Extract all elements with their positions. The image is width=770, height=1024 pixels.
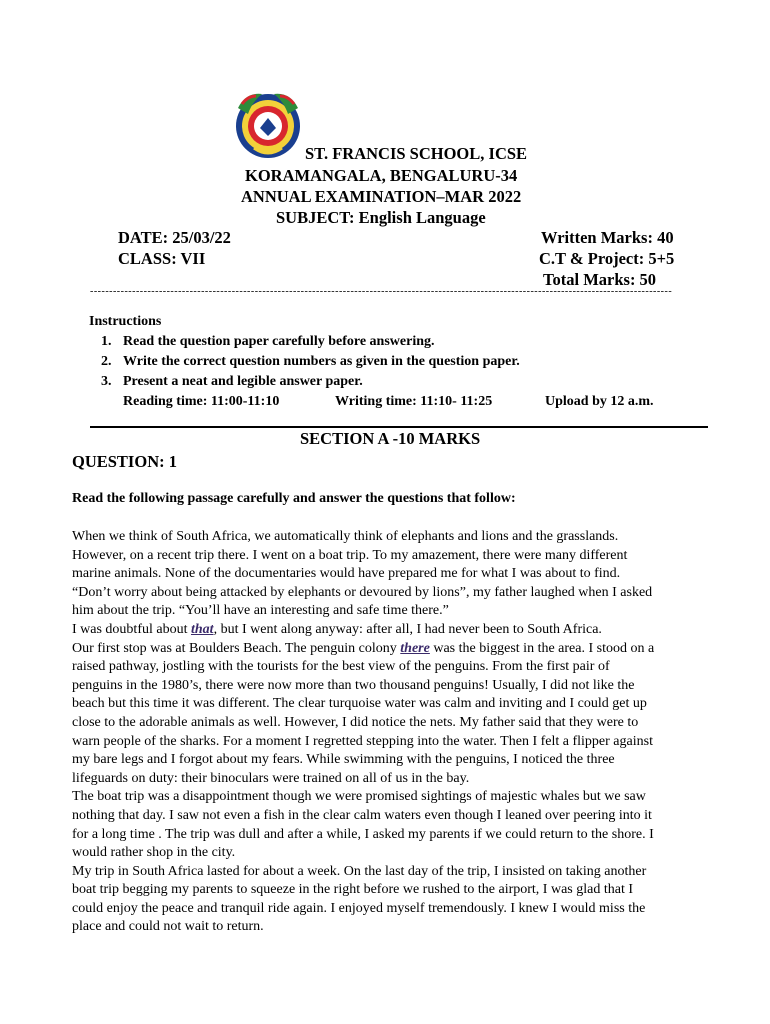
passage-line: marine animals. None of the documentaries would have prepared me for what I was about to find. xyxy=(72,566,621,582)
passage-line: beach but this time it was different. The clear turquoise water was calm and inviting and I could get up xyxy=(72,696,647,712)
passage-line: My trip in South Africa lasted for about a week. On the last day of the trip, I insisted on taking another xyxy=(72,863,647,879)
passage-line: could enjoy the peace and tranquil ride again. I enjoyed myself tremendously. I knew I would miss the xyxy=(72,900,646,916)
dashed-separator: -------------------------------------------------------------------------------------------------------------------------------------------------------- xyxy=(90,286,673,297)
passage-line: The boat trip was a disappointment though we were promised sightings of majestic whales but we saw xyxy=(72,789,646,805)
passage-line: When we think of South Africa, we automatically think of elephants and lions and the grasslands. xyxy=(72,529,619,544)
section-title: SECTION A -10 MARKS xyxy=(300,429,481,448)
school-name: ST. FRANCIS SCHOOL, ICSE xyxy=(305,144,528,163)
instructions-title: Instructions xyxy=(89,314,162,329)
project-marks: C.T & Project: 5+5 xyxy=(539,249,675,268)
passage-line: penguins in the 1980’s, there were now more than two thousand penguins! Usually, I did not like the xyxy=(72,677,635,693)
instruction-item: 2. Write the correct question numbers as given in the question paper. xyxy=(101,354,520,369)
instruction-item: 1. Read the question paper carefully before answering. xyxy=(101,334,435,349)
exam-title: ANNUAL EXAMINATION–MAR 2022 xyxy=(241,187,522,206)
class-label: CLASS: VII xyxy=(118,249,206,268)
passage-line: nothing that day. I saw not even a fish in the clear calm waters even though I leaned over peering into it xyxy=(72,807,652,823)
instruction-item: 3. Present a neat and legible answer paper. xyxy=(101,374,363,389)
emphasized-word-that: that xyxy=(190,621,214,637)
emphasized-word-there: there xyxy=(400,640,430,656)
passage-line: close to the adorable animals as well. However, I did notice the nets. My father said that they were to xyxy=(72,714,639,730)
passage-directive: Read the following passage carefully and answer the questions that follow: xyxy=(72,491,516,506)
passage-line: I was doubtful about that, but I went along anyway: after all, I had never been to South Africa. xyxy=(72,621,602,637)
reading-time: Reading time: 11:00-11:10 xyxy=(123,394,280,409)
passage-line: boat trip begging my parents to squeeze in the right before we rushed to the airport, I was glad that I xyxy=(72,882,633,898)
passage-line: raised pathway, jostling with the tourists for the best view of the penguins. From the first pair of xyxy=(72,659,610,675)
passage-line: lifeguards on duty: their binoculars were trained on all of us in the bay. xyxy=(72,770,470,786)
reading-passage xyxy=(72,528,712,937)
passage-line: my bare legs and I forgot about my fears. While swimming with the penguins, I noticed the three xyxy=(72,752,615,768)
passage-line: place and could not wait to return. xyxy=(72,919,264,935)
subject-title: SUBJECT: English Language xyxy=(276,208,486,227)
passage-line: him about the trip. “You’ll have an interesting and safe time there.” xyxy=(72,603,449,619)
passage-line: Our first stop was at Boulders Beach. The penguin colony there was the biggest in the area. I stood on a xyxy=(72,640,655,656)
passage-line: for a long time . The trip was dull and after a while, I asked my parents if we could return to the shore. I xyxy=(72,826,654,842)
exam-date: DATE: 25/03/22 xyxy=(118,228,231,247)
school-crest-logo xyxy=(232,88,304,160)
upload-deadline: Upload by 12 a.m. xyxy=(545,394,654,409)
written-marks: Written Marks: 40 xyxy=(541,228,674,247)
total-marks: Total Marks: 50 xyxy=(543,270,657,289)
writing-time: Writing time: 11:10- 11:25 xyxy=(335,394,493,409)
passage-line: would rather shop in the city. xyxy=(72,845,236,861)
passage-line: “Don’t worry about being attacked by elephants or devoured by lions”, my father laughed when I asked xyxy=(72,584,653,600)
school-address: KORAMANGALA, BENGALURU-34 xyxy=(245,166,518,185)
question-title: QUESTION: 1 xyxy=(72,452,177,471)
passage-line: warn people of the sharks. For a moment I regretted stepping into the water. Then I felt a flipper against xyxy=(72,733,653,749)
passage-line: However, on a recent trip there. I went on a boat trip. To my amazement, there were many different xyxy=(72,547,628,563)
section-rule xyxy=(90,426,708,428)
